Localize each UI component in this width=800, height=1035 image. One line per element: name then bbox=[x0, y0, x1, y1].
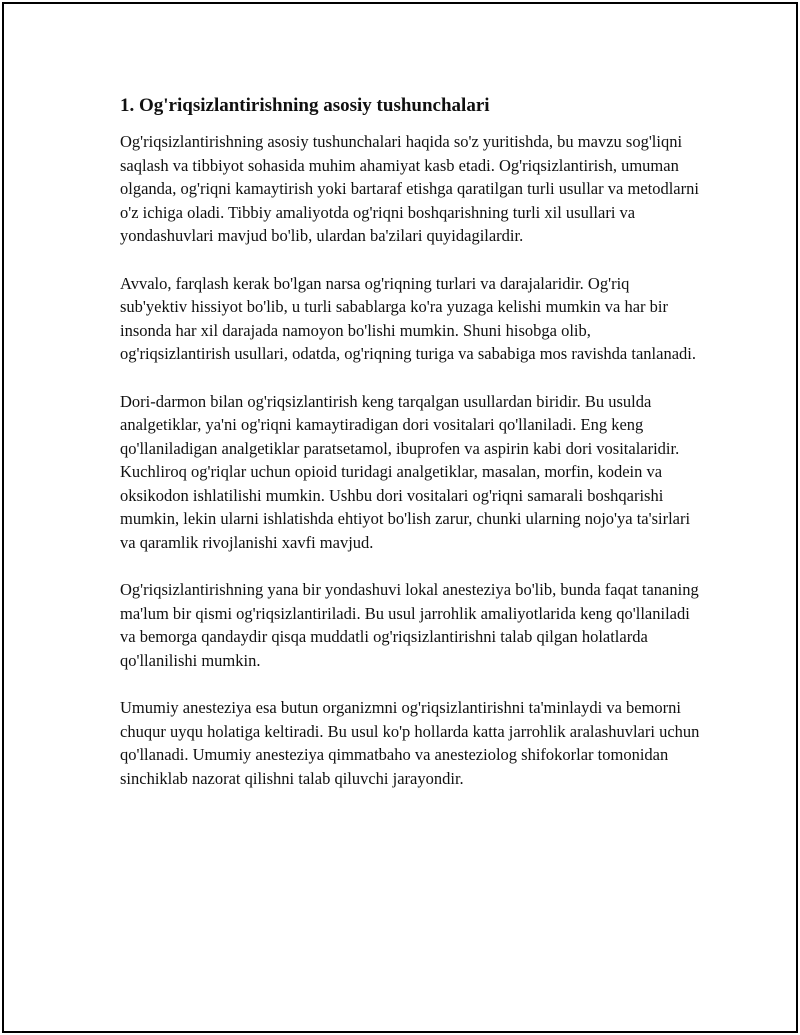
paragraph-local-anesthesia: Og'riqsizlantirishning yana bir yondashuvi lokal anesteziya bo'lib, bunda faqat tananing ma'lum bir qismi og'riqsizlantiriladi. Bu usul jarrohlik amaliyotlarida keng qo'llaniladi va bemorga qandaydir qisqa muddatli og'riqsizlantirishni talab qilgan holatlarda qo'llanilishi mumkin. bbox=[120, 580, 699, 670]
paragraph-intro: Og'riqsizlantirishning asosiy tushunchalari haqida so'z yuritishda, bu mavzu sog'liqni saqlash va tibbiyot sohasida muhim ahamiyat kasb etadi. Og'riqsizlantirish, umuman olganda, og'riqni kamaytirish yoki bartaraf etishga qaratilgan turli usullar va metodlarni o'z ichiga oladi. Tibbiy amaliyotda og'riqni boshqarishning turli xil usullari va yondashuvlari mavjud bo'lib, ulardan ba'zilari quyidagilardir. bbox=[120, 132, 699, 245]
document-content bbox=[120, 94, 700, 814]
paragraph-medication: Dori-darmon bilan og'riqsizlantirish keng tarqalgan usullardan biridir. Bu usulda analgetiklar, ya'ni og'riqni kamaytiradigan dori vositalari qo'llaniladi. Eng keng qo'llaniladigan analgetiklar paratsetamol, ibuprofen va aspirin kabi dori vositalaridir. Kuchliroq og'riqlar uchun opioid turidagi analgetiklar, masalan, morfin, kodein va oksikodon ishlatilishi mumkin. Ushbu dori vositalari og'riqni samarali boshqarishi mumkin, lekin ularni ishlatishda ehtiyot bo'lish zarur, chunki ularning nojo'ya ta'sirlari va qaramlik rivojlanishi xavfi mavjud. bbox=[120, 391, 691, 552]
document-page bbox=[2, 2, 798, 1033]
paragraph-pain-types: Avvalo, farqlash kerak bo'lgan narsa og'riqning turlari va darajalaridir. Og'riq sub'yektiv hissiyot bo'lib, u turli sabablarga ko'ra yuzaga kelishi mumkin va har bir insonda har xil darajada namoyon bo'lishi mumkin. Shuni hisobga olib, og'riqsizlantirish usullari, odatda, og'riqning turiga va sababiga mos ravishda tanlanadi. bbox=[120, 273, 696, 363]
section-heading: 1. Og'riqsizlantirishning asosiy tushunchalari bbox=[120, 95, 490, 116]
paragraph-general-anesthesia: Umumiy anesteziya esa butun organizmni og'riqsizlantirishni ta'minlaydi va bemorni chuqur uyqu holatiga keltiradi. Bu usul ko'p hollarda katta jarrohlik aralashuvlari uchun qo'llanadi. Umumiy anesteziya qimmatbaho va anesteziolog shifokorlar tomonidan sinchiklab nazorat qilishni talab qiluvchi jarayondir. bbox=[120, 698, 700, 788]
